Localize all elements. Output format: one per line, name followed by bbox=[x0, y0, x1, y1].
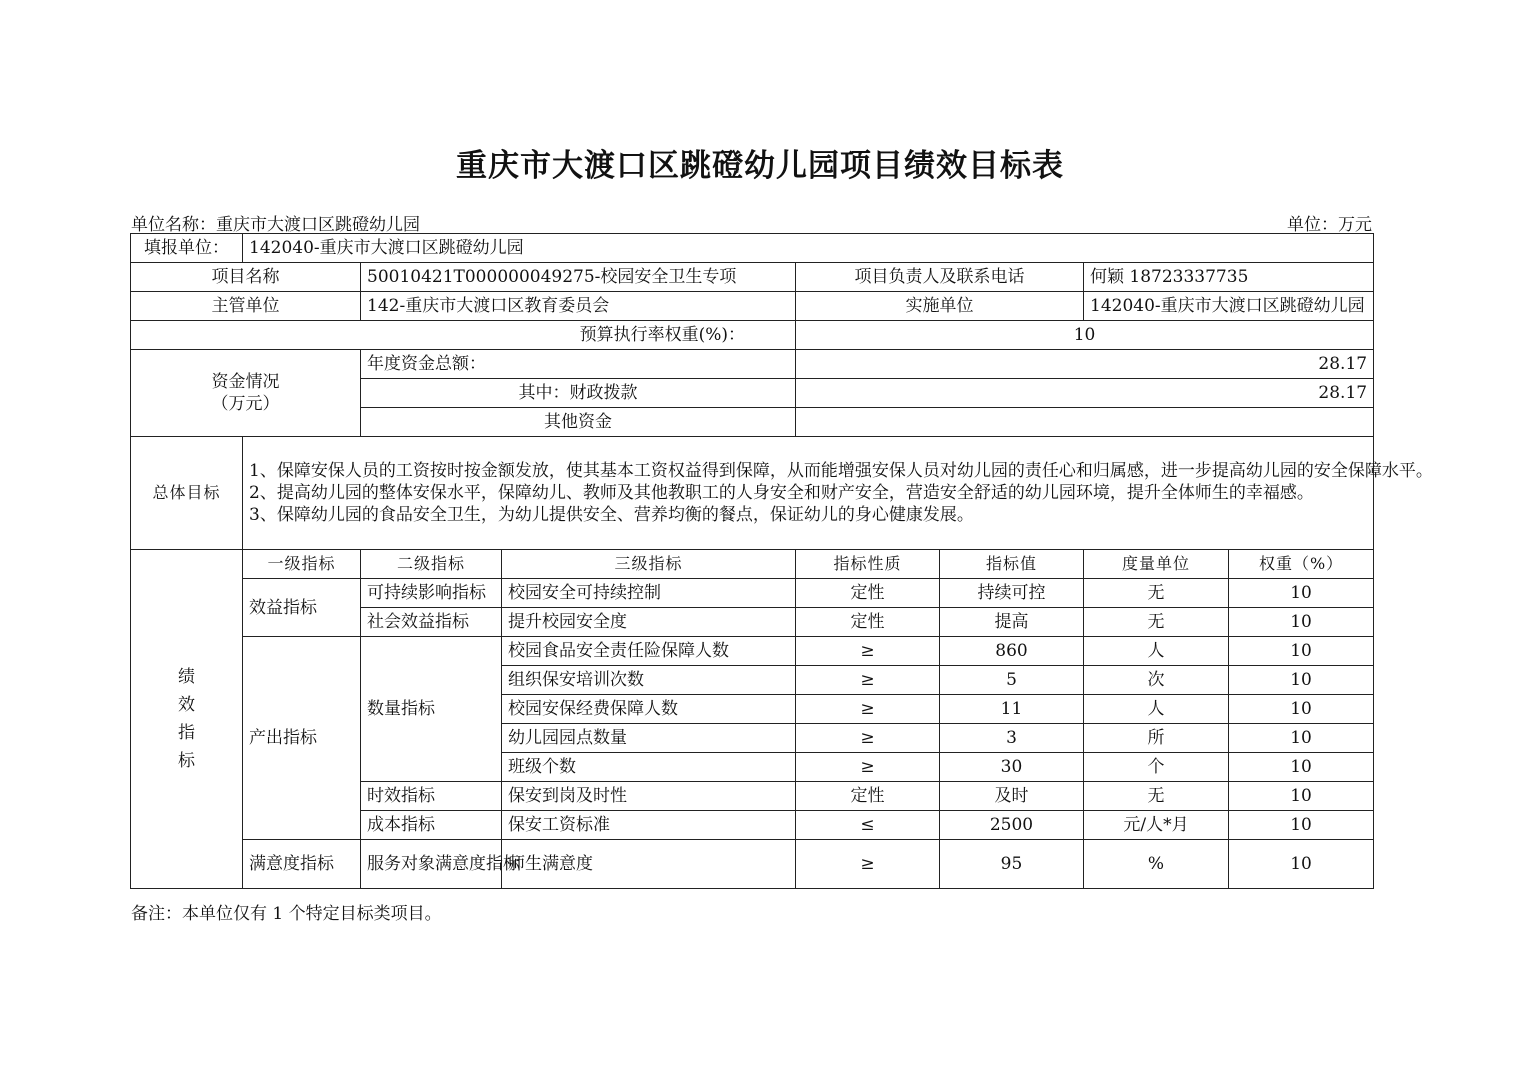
header-level1: 一级指标 bbox=[243, 550, 361, 579]
indicator-name: 提升校园安全度 bbox=[502, 608, 796, 637]
footnote: 备注：本单位仅有 1 个特定目标类项目。 bbox=[131, 904, 442, 924]
indicator-name: 幼儿园园点数量 bbox=[502, 724, 796, 753]
supervisor-row bbox=[131, 292, 1374, 321]
project-name-label: 项目名称 bbox=[131, 263, 361, 292]
goal-line-3: 3、保障幼儿园的食品安全卫生，为幼儿提供安全、营养均衡的餐点，保证幼儿的身心健康发展。 bbox=[249, 505, 974, 525]
funding-label-line2: （万元） bbox=[211, 394, 280, 414]
indicator-value: 提高 bbox=[940, 608, 1084, 637]
header-level2: 二级指标 bbox=[361, 550, 502, 579]
indicator-nature: ≥ bbox=[796, 753, 940, 782]
funding-total-label: 年度资金总额： bbox=[361, 350, 796, 379]
indicators-label-char: 绩 bbox=[178, 667, 195, 687]
header-level3: 三级指标 bbox=[502, 550, 796, 579]
indicator-unit: 无 bbox=[1084, 782, 1229, 811]
indicator-unit: 无 bbox=[1084, 608, 1229, 637]
indicator-name: 保安工资标准 bbox=[502, 811, 796, 840]
indicators-label-char: 标 bbox=[178, 751, 195, 771]
indicator-value: 5 bbox=[940, 666, 1084, 695]
level2-cell: 时效指标 bbox=[361, 782, 502, 811]
indicator-name: 校园食品安全责任险保障人数 bbox=[502, 637, 796, 666]
indicator-weight: 10 bbox=[1229, 782, 1374, 811]
budget-weight-row bbox=[131, 321, 1374, 350]
indicator-nature: ≥ bbox=[796, 840, 940, 889]
indicator-name: 班级个数 bbox=[502, 753, 796, 782]
header-nature: 指标性质 bbox=[796, 550, 940, 579]
indicator-unit: 次 bbox=[1084, 666, 1229, 695]
funding-fiscal-label: 其中：财政拨款 bbox=[361, 379, 796, 408]
indicator-unit: 个 bbox=[1084, 753, 1229, 782]
page-title: 重庆市大渡口区跳磴幼儿园项目绩效目标表 bbox=[456, 148, 1064, 184]
level2-cell: 可持续影响指标 bbox=[361, 579, 502, 608]
indicator-value: 3 bbox=[940, 724, 1084, 753]
implementer-value: 142040-重庆市大渡口区跳磴幼儿园 bbox=[1084, 292, 1374, 321]
indicator-row bbox=[131, 840, 1374, 889]
indicator-weight: 10 bbox=[1229, 840, 1374, 889]
reporting-unit-value: 142040-重庆市大渡口区跳磴幼儿园 bbox=[243, 234, 1374, 263]
indicator-value: 95 bbox=[940, 840, 1084, 889]
indicator-weight: 10 bbox=[1229, 637, 1374, 666]
level2-cell: 服务对象满意度指标 bbox=[361, 840, 502, 889]
goal-line-2: 2、提高幼儿园的整体安保水平，保障幼儿、教师及其他教职工的人身安全和财产安全，营造安全舒适的幼儿园环境，提升全体师生的幸福感。 bbox=[249, 483, 1314, 503]
indicator-nature: ≥ bbox=[796, 695, 940, 724]
currency-unit: 单位：万元 bbox=[1287, 215, 1372, 235]
implementer-label: 实施单位 bbox=[796, 292, 1084, 321]
indicators-label-char: 指 bbox=[178, 723, 195, 743]
indicator-unit: % bbox=[1084, 840, 1229, 889]
indicators-label bbox=[131, 550, 243, 889]
indicator-weight: 10 bbox=[1229, 753, 1374, 782]
indicator-row bbox=[131, 579, 1374, 608]
indicator-weight: 10 bbox=[1229, 579, 1374, 608]
project-lead-value: 何颖 18723337735 bbox=[1084, 263, 1374, 292]
indicator-nature: ≥ bbox=[796, 637, 940, 666]
header-weight: 权重（%） bbox=[1229, 550, 1374, 579]
indicator-weight: 10 bbox=[1229, 608, 1374, 637]
level2-cell: 成本指标 bbox=[361, 811, 502, 840]
goal-line-1: 1、保障安保人员的工资按时按金额发放，使其基本工资权益得到保障，从而能增强安保人员对幼儿园的责任心和归属感，进一步提高幼儿园的安全保障水平。 bbox=[249, 461, 1433, 481]
indicator-weight: 10 bbox=[1229, 811, 1374, 840]
indicator-value: 持续可控 bbox=[940, 579, 1084, 608]
indicator-nature: 定性 bbox=[796, 608, 940, 637]
indicator-name: 师生满意度 bbox=[502, 840, 796, 889]
indicator-value: 及时 bbox=[940, 782, 1084, 811]
indicator-weight: 10 bbox=[1229, 724, 1374, 753]
supervisor-label: 主管单位 bbox=[131, 292, 361, 321]
indicator-row bbox=[131, 637, 1374, 666]
level1-benefit: 效益指标 bbox=[243, 579, 361, 637]
funding-total-value: 28.17 bbox=[796, 350, 1374, 379]
header-unit: 度量单位 bbox=[1084, 550, 1229, 579]
indicator-value: 30 bbox=[940, 753, 1084, 782]
funding-other-value bbox=[796, 408, 1374, 437]
supervisor-value: 142-重庆市大渡口区教育委员会 bbox=[361, 292, 796, 321]
indicator-name: 校园安全可持续控制 bbox=[502, 579, 796, 608]
indicator-nature: ≤ bbox=[796, 811, 940, 840]
indicator-name: 保安到岗及时性 bbox=[502, 782, 796, 811]
indicator-unit: 人 bbox=[1084, 695, 1229, 724]
project-name-value: 50010421T000000049275-校园安全卫生专项 bbox=[361, 263, 796, 292]
overall-goal-row bbox=[131, 437, 1374, 550]
overall-goal-label: 总体目标 bbox=[131, 437, 243, 550]
budget-weight-value: 10 bbox=[796, 321, 1374, 350]
performance-table bbox=[130, 233, 1433, 889]
level1-satisfaction: 满意度指标 bbox=[243, 840, 361, 889]
funding-label-line1: 资金情况 bbox=[211, 372, 280, 392]
indicator-header-row bbox=[131, 550, 1374, 579]
indicator-unit: 元/人*月 bbox=[1084, 811, 1229, 840]
funding-other-label: 其他资金 bbox=[361, 408, 796, 437]
unit-name: 单位名称：重庆市大渡口区跳磴幼儿园 bbox=[131, 215, 420, 235]
indicator-weight: 10 bbox=[1229, 695, 1374, 724]
indicator-name: 校园安保经费保障人数 bbox=[502, 695, 796, 724]
level2-cell: 数量指标 bbox=[361, 637, 502, 782]
indicator-weight: 10 bbox=[1229, 666, 1374, 695]
project-name-row bbox=[131, 263, 1374, 292]
indicator-nature: ≥ bbox=[796, 724, 940, 753]
reporting-unit-row bbox=[131, 234, 1374, 263]
indicator-nature: 定性 bbox=[796, 579, 940, 608]
level2-cell: 社会效益指标 bbox=[361, 608, 502, 637]
indicator-name: 组织保安培训次数 bbox=[502, 666, 796, 695]
indicator-unit: 无 bbox=[1084, 579, 1229, 608]
funding-total-row bbox=[131, 350, 1374, 379]
overall-goal-text bbox=[243, 437, 1433, 550]
level1-output: 产出指标 bbox=[243, 637, 361, 840]
header-value: 指标值 bbox=[940, 550, 1084, 579]
funding-fiscal-value: 28.17 bbox=[796, 379, 1374, 408]
indicator-value: 860 bbox=[940, 637, 1084, 666]
funding-label bbox=[131, 350, 361, 437]
budget-weight-label: 预算执行率权重(%)： bbox=[131, 321, 796, 350]
indicator-nature: 定性 bbox=[796, 782, 940, 811]
project-lead-label: 项目负责人及联系电话 bbox=[796, 263, 1084, 292]
indicator-value: 11 bbox=[940, 695, 1084, 724]
indicator-value: 2500 bbox=[940, 811, 1084, 840]
indicator-nature: ≥ bbox=[796, 666, 940, 695]
reporting-unit-label: 填报单位： bbox=[131, 234, 243, 263]
indicators-label-char: 效 bbox=[178, 695, 195, 715]
indicator-unit: 所 bbox=[1084, 724, 1229, 753]
indicator-unit: 人 bbox=[1084, 637, 1229, 666]
